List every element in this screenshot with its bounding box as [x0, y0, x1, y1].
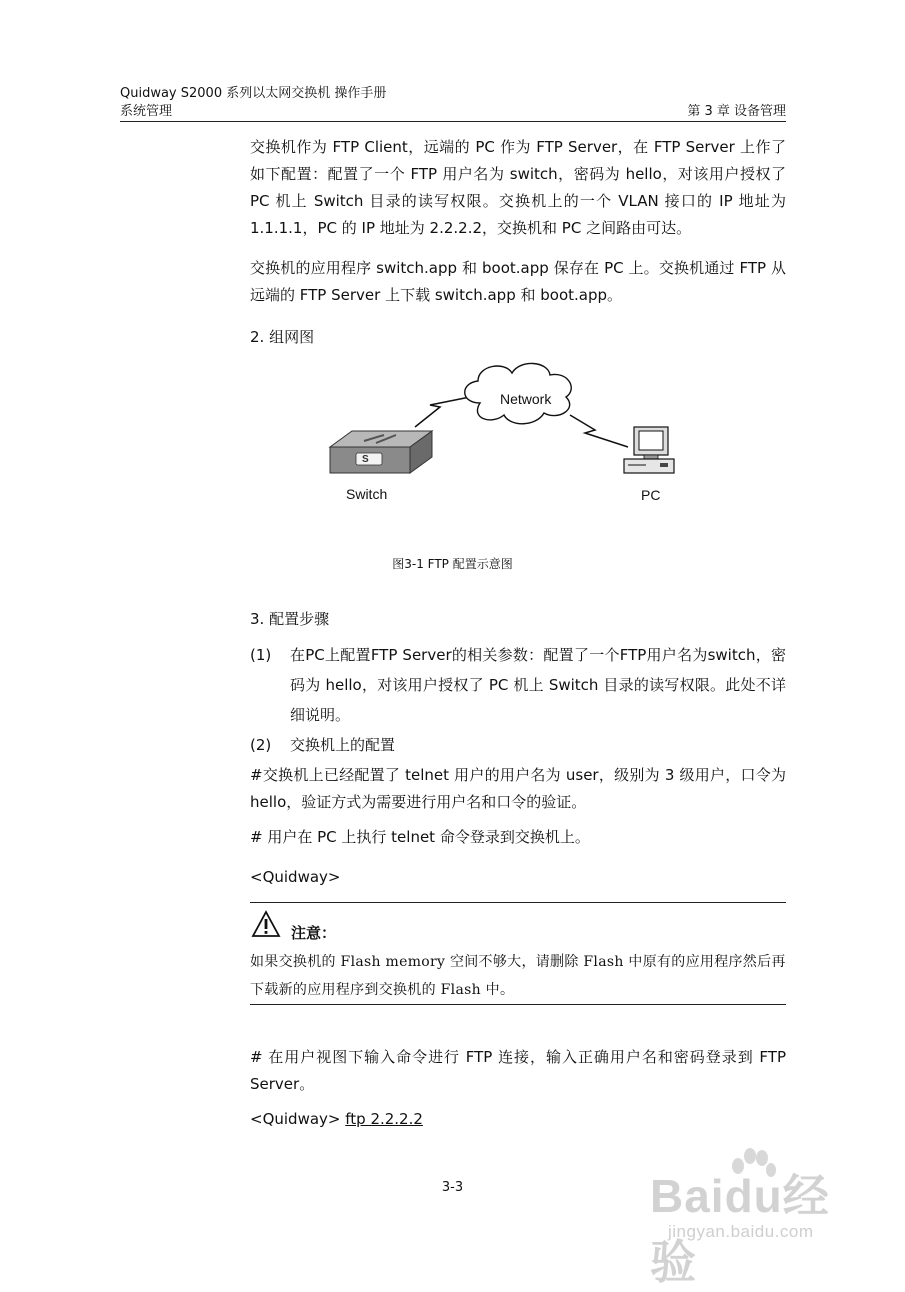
header-section	[120, 104, 786, 120]
switch-icon	[330, 431, 432, 473]
baidu-watermark	[640, 1148, 860, 1288]
note-text: 如果交换机的 Flash memory 空间不够大，请删除 Flash 中原有的应用程序然后再下载新的应用程序到交换机的 Flash 中。	[250, 954, 786, 998]
step-2-number: (2)	[250, 736, 272, 754]
step-1-number: (1)	[250, 646, 272, 664]
note-bottom-rule	[250, 1004, 786, 1005]
figure-caption: 图3-1 FTP 配置示意图	[392, 557, 513, 571]
cli-prompt-2: <Quidway>	[250, 1110, 346, 1128]
watermark-brand: Baidu经验	[650, 1170, 830, 1288]
intro-paragraph: 交换机作为 FTP Client，远端的 PC 作为 FTP Server，在 FTP Server 上作了如下配置：配置了一个 FTP 用户名为 switch，密码为 hello，对该用户授权了 PC 机上 Switch 目录的读写权限。交换机上的一个 VLAN 接口的 IP 地址为 1.1.1.1，PC 的 IP 地址为 2.2.2.2，交换机和 PC 之间路由可达。	[250, 138, 786, 237]
header-divider	[120, 121, 786, 122]
network-diagram	[320, 355, 700, 515]
cli-prompt-1: <Quidway>	[250, 868, 341, 886]
section-3-heading: 3. 配置步骤	[250, 610, 330, 628]
link-network-pc	[570, 415, 628, 447]
ftp-command: ftp 2.2.2.2	[345, 1110, 423, 1128]
ftp-instruction: # 在用户视图下输入命令进行 FTP 连接，输入正确用户名和密码登录到 FTP Server。	[250, 1048, 786, 1093]
switch-label: Switch	[346, 486, 388, 502]
ftp-command-line	[250, 1106, 786, 1133]
pc-label: PC	[641, 487, 661, 503]
header-chapter: 第 3 章 设备管理	[687, 104, 786, 119]
step-1-text: 在PC上配置FTP Server的相关参数：配置了一个FTP用户名为switch，密码为 hello，对该用户授权了 PC 机上 Switch 目录的读写权限。此处不详细说明。	[290, 646, 786, 724]
telnet-config-paragraph: #交换机上已经配置了 telnet 用户的用户名为 user，级别为 3 级用户，口令为 hello，验证方式为需要进行用户名和口令的验证。	[250, 766, 786, 811]
document-title: Quidway S2000 系列以太网交换机 操作手册	[120, 86, 387, 101]
section-2-heading: 2. 组网图	[250, 328, 315, 346]
header-section-left: 系统管理	[120, 104, 173, 119]
note-label: 注意：	[291, 924, 337, 942]
link-switch-network	[415, 397, 470, 427]
network-label: Network	[500, 391, 552, 407]
watermark-url: jingyan.baidu.com	[668, 1222, 814, 1241]
warning-icon	[251, 910, 281, 938]
page-number: 3-3	[441, 1180, 464, 1195]
step-2-text: 交换机上的配置	[290, 736, 396, 754]
pc-icon	[624, 427, 674, 473]
telnet-login-paragraph: # 用户在 PC 上执行 telnet 命令登录到交换机上。	[250, 828, 590, 846]
note-top-rule	[250, 902, 786, 903]
switch-logo: S	[362, 454, 369, 465]
apps-paragraph: 交换机的应用程序 switch.app 和 boot.app 保存在 PC 上。交换机通过 FTP 从远端的 FTP Server 上下载 switch.app 和 boot.app。	[250, 259, 786, 304]
